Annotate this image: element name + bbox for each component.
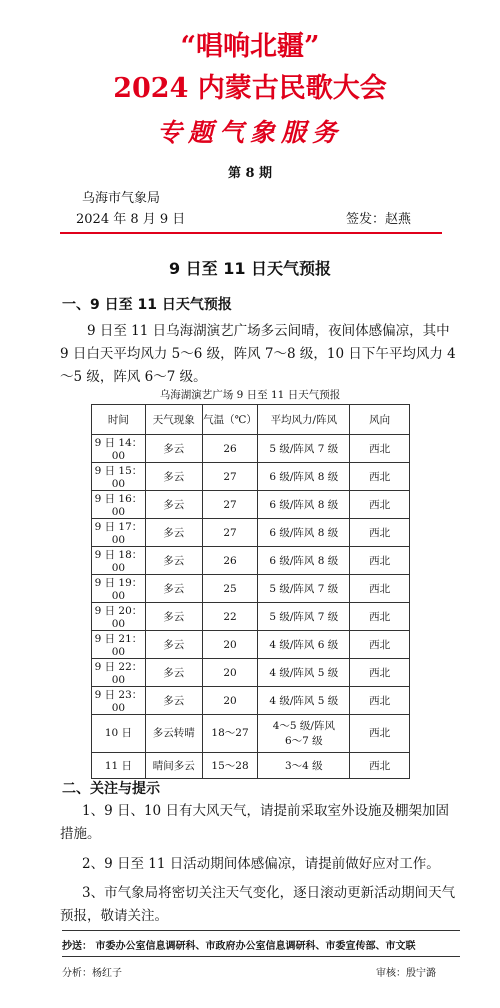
forecast-title: 9 日至 11 日天气预报 bbox=[168, 259, 332, 278]
signer: 签发：赵燕 bbox=[346, 212, 412, 227]
analyst: 分析：杨红子 bbox=[62, 968, 122, 979]
table-cell: 多云 bbox=[145, 687, 202, 715]
table-row bbox=[92, 659, 410, 687]
issue-date: 2024 年 8 月 9 日 bbox=[76, 212, 186, 227]
table-cell: 9 日 21：00 bbox=[92, 631, 146, 659]
table-cell: 6 级/阵风 8 级 bbox=[258, 463, 350, 491]
table-cell: 20 bbox=[202, 687, 258, 715]
table-cell: 9 日 15：00 bbox=[92, 463, 146, 491]
table-cell: 多云转晴 bbox=[145, 715, 202, 753]
table-caption: 乌海湖演艺广场 9 日至 11 日天气预报 bbox=[159, 389, 341, 401]
table-cell: 多云 bbox=[145, 575, 202, 603]
table-cell: 26 bbox=[202, 547, 258, 575]
table-cell: 15～28 bbox=[202, 753, 258, 779]
table-cell: 多云 bbox=[145, 519, 202, 547]
table-cell: 西北 bbox=[350, 547, 410, 575]
table-cell: 多云 bbox=[145, 603, 202, 631]
table-cell: 晴间多云 bbox=[145, 753, 202, 779]
table-cell: 9 日 14：00 bbox=[92, 435, 146, 463]
table-header-cell: 天气现象 bbox=[145, 405, 202, 435]
table-row bbox=[92, 435, 410, 463]
table-cell: 6 级/阵风 8 级 bbox=[258, 519, 350, 547]
table-cell: 多云 bbox=[145, 435, 202, 463]
table-cell: 25 bbox=[202, 575, 258, 603]
table-header-cell: 平均风力/阵风 bbox=[258, 405, 350, 435]
table-row bbox=[92, 603, 410, 631]
table-cell: 多云 bbox=[145, 491, 202, 519]
table-row bbox=[92, 575, 410, 603]
table-cell: 5 级/阵风 7 级 bbox=[258, 435, 350, 463]
table-cell: 10 日 bbox=[92, 715, 146, 753]
table-cell: 6 级/阵风 8 级 bbox=[258, 547, 350, 575]
table-cell: 西北 bbox=[350, 575, 410, 603]
table-cell: 多云 bbox=[145, 463, 202, 491]
table-cell: 多云 bbox=[145, 631, 202, 659]
table-cell: 9 日 19：00 bbox=[92, 575, 146, 603]
table-row bbox=[92, 753, 410, 779]
table-cell: 20 bbox=[202, 659, 258, 687]
tip-item-1: 1、9 日、10 日有大风天气，请提前采取室外设施及棚架加固措施。 bbox=[60, 803, 449, 842]
table-cell: 西北 bbox=[350, 753, 410, 779]
table-cell: 5 级/阵风 7 级 bbox=[258, 575, 350, 603]
table-cell: 9 日 16：00 bbox=[92, 491, 146, 519]
table-cell: 西北 bbox=[350, 491, 410, 519]
table-cell: 西北 bbox=[350, 659, 410, 687]
forecast-table bbox=[91, 404, 410, 779]
table-cell: 4～5 级/阵风 6～7 级 bbox=[258, 715, 350, 753]
table-cell: 西北 bbox=[350, 687, 410, 715]
table-cell: 西北 bbox=[350, 715, 410, 753]
table-cell: 22 bbox=[202, 603, 258, 631]
tip-item-2: 2、9 日至 11 日活动期间体感偏凉，请提前做好应对工作。 bbox=[82, 856, 440, 872]
table-cell: 4 级/阵风 5 级 bbox=[258, 659, 350, 687]
table-row bbox=[92, 715, 410, 753]
table-header-cell: 气温（℃） bbox=[202, 405, 258, 435]
table-cell: 9 日 20：00 bbox=[92, 603, 146, 631]
tip-item-3: 3、市气象局将密切关注天气变化，逐日滚动更新活动期间天气预报，敬请关注。 bbox=[60, 885, 456, 924]
table-cell: 20 bbox=[202, 631, 258, 659]
table-cell: 西北 bbox=[350, 519, 410, 547]
table-cell: 9 日 23：00 bbox=[92, 687, 146, 715]
table-cell: 26 bbox=[202, 435, 258, 463]
table-cell: 9 日 17：00 bbox=[92, 519, 146, 547]
table-cell: 西北 bbox=[350, 631, 410, 659]
footer-divider-bottom bbox=[62, 956, 460, 957]
title-line-1: “唱响北疆” bbox=[180, 31, 320, 62]
table-cell: 西北 bbox=[350, 603, 410, 631]
table-cell: 5 级/阵风 7 级 bbox=[258, 603, 350, 631]
table-cell: 27 bbox=[202, 491, 258, 519]
table-header-cell: 风向 bbox=[350, 405, 410, 435]
table-cell: 多云 bbox=[145, 547, 202, 575]
table-cell: 4 级/阵风 5 级 bbox=[258, 687, 350, 715]
table-cell: 27 bbox=[202, 463, 258, 491]
table-row bbox=[92, 547, 410, 575]
title-line-2: 2024 内蒙古民歌大会 bbox=[113, 73, 387, 104]
table-cell: 18～27 bbox=[202, 715, 258, 753]
table-row bbox=[92, 687, 410, 715]
table-row bbox=[92, 491, 410, 519]
table-cell: 27 bbox=[202, 519, 258, 547]
section2-heading: 二、关注与提示 bbox=[62, 781, 160, 797]
table-header-cell: 时间 bbox=[92, 405, 146, 435]
section1-paragraph: 9 日至 11 日乌海湖演艺广场多云间晴，夜间体感偏凉，其中 9 日白天平均风力 5～6 级，阵风 7～8 级，10 日下午平均风力 4～5 级，阵风 6～7 级。 bbox=[60, 323, 456, 385]
table-cell: 6 级/阵风 8 级 bbox=[258, 491, 350, 519]
table-cell: 西北 bbox=[350, 463, 410, 491]
issue-number: 第 8 期 bbox=[227, 166, 273, 181]
table-cell: 9 日 18：00 bbox=[92, 547, 146, 575]
table-row bbox=[92, 631, 410, 659]
section1-heading: 一、9 日至 11 日天气预报 bbox=[62, 297, 232, 313]
cc-recipients: 抄送： 市委办公室信息调研科、市政府办公室信息调研科、市委宣传部、市文联 bbox=[62, 941, 416, 952]
table-cell: 多云 bbox=[145, 659, 202, 687]
table-cell: 9 日 22：00 bbox=[92, 659, 146, 687]
table-cell: 4 级/阵风 6 级 bbox=[258, 631, 350, 659]
title-line-3: 专题气象服务 bbox=[156, 118, 343, 147]
issuing-org: 乌海市气象局 bbox=[82, 191, 161, 206]
table-row bbox=[92, 519, 410, 547]
table-cell: 西北 bbox=[350, 435, 410, 463]
table-cell: 11 日 bbox=[92, 753, 146, 779]
table-header-row bbox=[92, 405, 410, 435]
reviewer: 审核：殷宁潞 bbox=[376, 968, 436, 979]
table-row bbox=[92, 463, 410, 491]
footer-divider-top bbox=[62, 930, 460, 931]
table-cell: 3～4 级 bbox=[258, 753, 350, 779]
header-divider bbox=[60, 232, 442, 234]
